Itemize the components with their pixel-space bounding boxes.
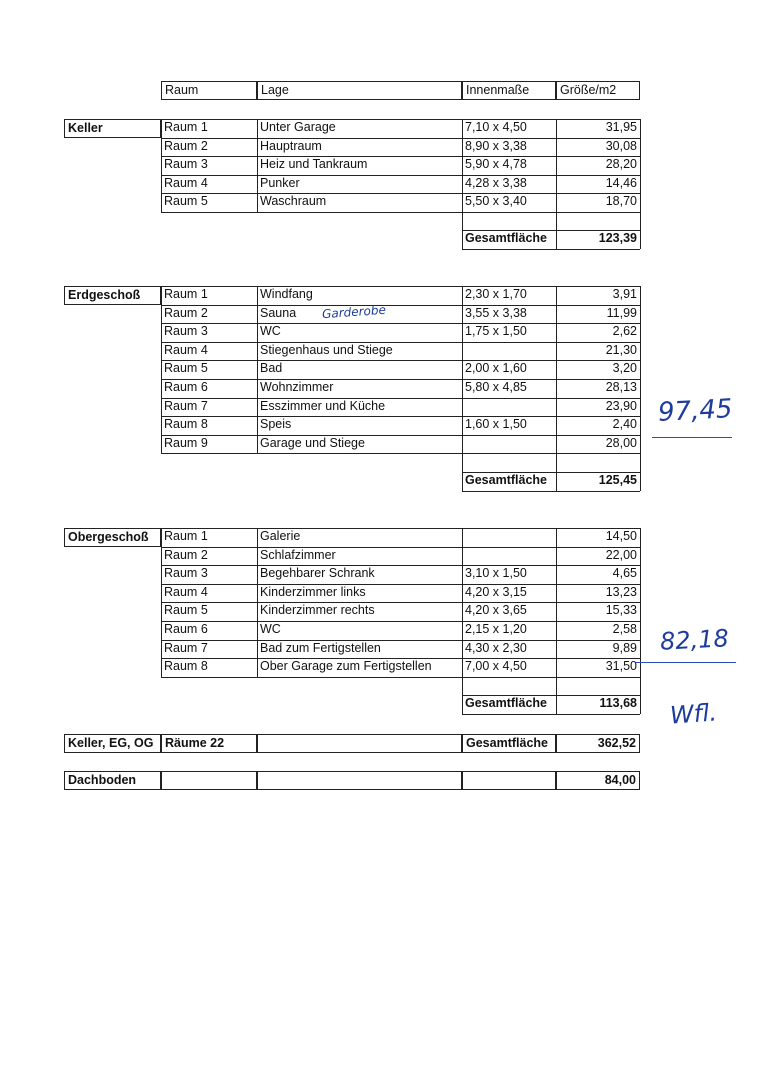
handwritten-eg-subtotal: 97,45	[657, 394, 734, 428]
row-innenmasse	[462, 398, 556, 417]
table-rule	[462, 286, 463, 453]
row-lage: Schlafzimmer	[260, 547, 336, 562]
table-rule	[161, 658, 640, 659]
row-innenmasse: 7,00 x 4,50	[465, 659, 527, 674]
table-rule	[161, 602, 640, 603]
row-groesse: 2,62	[612, 324, 637, 339]
row-lage: WC	[260, 622, 281, 636]
row-raum: Raum 4	[164, 342, 208, 357]
table-rule	[161, 193, 640, 194]
row-lage: Garage und Stiege	[260, 435, 365, 450]
row-raum: Raum 8	[164, 659, 208, 674]
row-raum: Raum 6	[164, 380, 208, 394]
row-groesse: 13,23	[605, 584, 637, 599]
handwritten-wfl-note: Wfl.	[669, 698, 718, 730]
row-innenmasse	[462, 528, 556, 547]
row-raum: Raum 6	[164, 622, 208, 636]
row-lage: Begehbarer Schrank	[260, 566, 375, 581]
row-innenmasse: 5,80 x 4,85	[465, 380, 527, 394]
header-groesse: Größe/m2	[556, 81, 640, 100]
summary-total-label: Gesamtfläche	[462, 734, 556, 753]
row-innenmasse: 4,20 x 3,15	[465, 584, 527, 599]
table-rule	[640, 212, 641, 249]
row-raum: Raum 4	[164, 175, 208, 190]
header-lage: Lage	[257, 81, 462, 100]
row-groesse: 21,30	[605, 342, 637, 357]
row-raum: Raum 9	[164, 435, 208, 450]
row-raum: Raum 1	[164, 529, 208, 543]
table-rule	[462, 249, 640, 250]
row-lage: Punker	[260, 175, 300, 190]
row-lage: Sauna	[260, 305, 297, 320]
row-innenmasse: 4,28 x 3,38	[465, 175, 527, 190]
row-groesse: 15,33	[605, 603, 637, 618]
row-raum: Raum 1	[164, 120, 208, 134]
row-raum: Raum 1	[164, 287, 208, 301]
obergeschoss-label: Obergeschoß	[64, 528, 161, 547]
table-rule	[161, 342, 640, 343]
table-rule	[640, 453, 641, 490]
summary-label: Keller, EG, OG	[64, 734, 161, 753]
row-groesse: 2,58	[612, 622, 637, 636]
table-rule	[257, 119, 258, 212]
table-rule	[161, 528, 162, 677]
table-rule	[161, 435, 640, 436]
obergeschoss-total-value: 113,68	[599, 696, 637, 711]
table-rule	[462, 491, 640, 492]
row-innenmasse: 3,10 x 1,50	[465, 566, 527, 581]
table-rule	[556, 119, 557, 212]
erdgeschoss-total-label: Gesamtfläche	[465, 473, 547, 487]
row-raum: Raum 2	[164, 138, 208, 153]
table-rule	[640, 528, 641, 677]
table-rule	[161, 175, 640, 176]
table-rule	[161, 119, 162, 212]
summary-blank	[257, 734, 462, 753]
row-raum: Raum 2	[164, 547, 208, 562]
row-groesse: 28,13	[605, 380, 637, 394]
row-lage: Kinderzimmer rechts	[260, 603, 375, 618]
row-groesse: 3,91	[612, 287, 637, 301]
row-groesse: 11,99	[606, 305, 637, 320]
table-rule	[161, 212, 640, 213]
row-groesse: 3,20	[612, 361, 637, 376]
row-raum: Raum 4	[164, 584, 208, 599]
handwritten-og-subtotal: 82,18	[659, 624, 730, 656]
row-innenmasse: 1,60 x 1,50	[465, 417, 527, 432]
dachboden-blank	[462, 771, 556, 790]
row-lage: Waschraum	[260, 194, 327, 208]
table-rule	[161, 305, 640, 306]
table-rule	[462, 119, 463, 212]
row-lage: Wohnzimmer	[260, 380, 334, 394]
obergeschoss-total-label: Gesamtfläche	[465, 696, 547, 711]
table-rule	[257, 286, 258, 453]
row-innenmasse: 2,30 x 1,70	[465, 287, 527, 301]
table-rule	[161, 156, 640, 157]
row-groesse: 14,46	[605, 175, 637, 190]
row-raum: Raum 8	[164, 417, 208, 432]
row-groesse: 9,89	[612, 640, 637, 655]
row-innenmasse: 8,90 x 3,38	[465, 138, 527, 153]
row-groesse: 2,40	[612, 417, 637, 432]
row-lage: Galerie	[260, 529, 301, 543]
row-raum: Raum 3	[164, 324, 208, 339]
row-raum: Raum 5	[164, 603, 208, 618]
row-innenmasse: 4,30 x 2,30	[465, 640, 527, 655]
row-innenmasse: 2,15 x 1,20	[465, 622, 527, 636]
table-rule	[556, 286, 557, 453]
row-raum: Raum 7	[164, 640, 208, 655]
row-lage: Bad zum Fertigstellen	[260, 640, 381, 655]
header-innenmasse: Innenmaße	[462, 81, 556, 100]
table-rule	[161, 323, 640, 324]
row-innenmasse: 1,75 x 1,50	[465, 324, 527, 339]
row-lage: Heiz und Tankraum	[260, 157, 368, 171]
table-rule	[640, 677, 641, 714]
table-rule	[161, 119, 640, 120]
row-innenmasse: 2,00 x 1,60	[465, 361, 527, 376]
keller-label: Keller	[64, 119, 161, 138]
table-rule	[161, 360, 640, 361]
table-rule	[462, 714, 640, 715]
summary-total-value: 362,52	[556, 734, 640, 753]
row-raum: Raum 5	[164, 194, 208, 208]
row-innenmasse	[462, 547, 556, 566]
table-rule	[161, 398, 640, 399]
dachboden-blank	[161, 771, 257, 790]
row-innenmasse	[462, 342, 556, 361]
row-groesse: 14,50	[605, 529, 637, 543]
table-rule	[161, 453, 640, 454]
handwritten-garderobe-note: Garderobe	[321, 302, 387, 322]
table-rule	[161, 565, 640, 566]
row-innenmasse	[462, 435, 556, 454]
table-rule	[640, 286, 641, 453]
row-raum: Raum 7	[164, 398, 208, 413]
table-rule	[161, 640, 640, 641]
table-rule	[161, 286, 162, 453]
row-lage: Bad	[260, 361, 283, 376]
table-rule	[161, 416, 640, 417]
header-raum: Raum	[161, 81, 257, 100]
row-groesse: 23,90	[605, 398, 637, 413]
table-rule	[161, 584, 640, 585]
table-rule	[161, 528, 640, 529]
row-groesse: 18,70	[605, 194, 637, 208]
row-groesse: 30,08	[605, 138, 637, 153]
row-groesse: 31,50	[605, 659, 637, 674]
table-rule	[640, 119, 641, 212]
row-innenmasse: 3,55 x 3,38	[465, 305, 527, 320]
row-lage: Esszimmer und Küche	[260, 398, 386, 413]
keller-total-value: 123,39	[598, 231, 637, 245]
erdgeschoss-label: Erdgeschoß	[64, 286, 161, 305]
dachboden-label: Dachboden	[64, 771, 161, 790]
table-rule	[257, 528, 258, 677]
row-innenmasse: 5,90 x 4,78	[465, 157, 527, 171]
handwritten-underline	[652, 437, 732, 438]
row-groesse: 28,20	[605, 157, 637, 171]
row-innenmasse: 5,50 x 3,40	[465, 194, 527, 208]
row-lage: Kinderzimmer links	[260, 584, 366, 599]
row-raum: Raum 2	[164, 305, 208, 320]
summary-raeume: Räume 22	[161, 734, 257, 753]
row-groesse: 31,95	[605, 120, 637, 134]
row-groesse: 28,00	[605, 435, 637, 450]
row-lage: Stiegenhaus und Stiege	[260, 342, 393, 357]
row-innenmasse: 4,20 x 3,65	[465, 603, 527, 618]
erdgeschoss-total-value: 125,45	[598, 473, 637, 487]
table-rule	[161, 286, 640, 287]
row-raum: Raum 3	[164, 566, 208, 581]
row-lage: Ober Garage zum Fertigstellen	[260, 659, 432, 674]
row-lage: Speis	[260, 417, 292, 432]
row-lage: Unter Garage	[260, 120, 336, 134]
handwritten-underline	[636, 662, 736, 663]
row-lage: WC	[260, 324, 281, 339]
table-rule	[161, 138, 640, 139]
dachboden-blank	[257, 771, 462, 790]
row-raum: Raum 3	[164, 157, 208, 171]
row-lage: Hauptraum	[260, 138, 322, 153]
keller-total-label: Gesamtfläche	[465, 231, 547, 245]
dachboden-value: 84,00	[556, 771, 640, 790]
table-rule	[556, 528, 557, 677]
table-rule	[161, 621, 640, 622]
table-rule	[462, 528, 463, 677]
row-innenmasse: 7,10 x 4,50	[465, 120, 527, 134]
row-groesse: 22,00	[605, 547, 637, 562]
row-groesse: 4,65	[612, 566, 637, 581]
row-lage: Windfang	[260, 287, 313, 301]
table-rule	[161, 379, 640, 380]
table-rule	[161, 547, 640, 548]
table-rule	[161, 677, 640, 678]
row-raum: Raum 5	[164, 361, 208, 376]
